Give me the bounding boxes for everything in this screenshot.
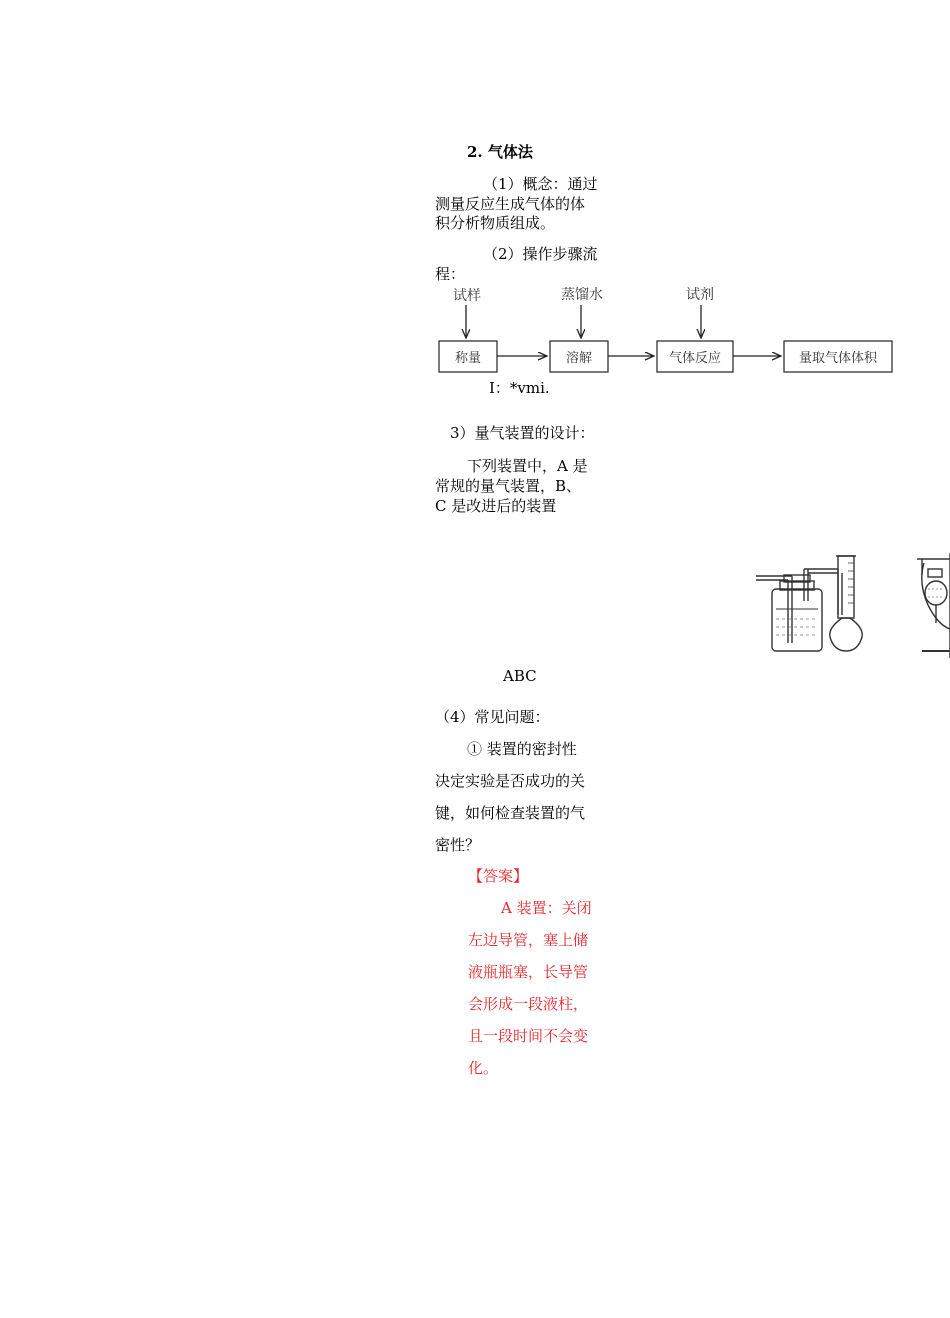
problems-heading: （4）常见问题： [435, 708, 550, 726]
apparatus-label: ABC [503, 667, 537, 685]
answer-line-6: 化。 [468, 1059, 499, 1077]
concept-line-1: （1）概念：通过 [483, 175, 598, 193]
flow-box-reaction-label: 气体反应 [668, 351, 722, 366]
concept-line-2: 测量反应生成气体的体 [435, 195, 586, 213]
section-number: 2. [467, 143, 483, 161]
answer-line-2: 左边导管，塞上储 [468, 931, 589, 949]
flow-box-dissolve-label: 溶解 [565, 351, 593, 366]
steps-line-2: 程： [435, 265, 466, 283]
answer-line-3: 液瓶瓶塞，长导管 [468, 963, 589, 981]
answer-line-5: 且一段时间不会变 [468, 1027, 589, 1045]
question-1-line-1: ① 装置的密封性 [467, 740, 577, 758]
flow-box-weigh-label: 称量 [454, 351, 482, 366]
design-line-3: C 是改进后的装置 [435, 497, 557, 515]
section-title: 气体法 [487, 143, 533, 161]
gas-measuring-apparatus-image [752, 553, 950, 658]
answer-label: 【答案】 [468, 867, 529, 885]
answer-line-1: A 装置：关闭 [501, 899, 592, 917]
section-heading [467, 142, 533, 162]
flow-input-sample: 试样 [453, 288, 481, 304]
question-1-line-3: 键，如何检查装置的气 [435, 804, 586, 822]
concept-line-3: 积分析物质组成。 [435, 214, 556, 232]
question-1-line-2: 决定实验是否成功的关 [435, 772, 586, 790]
design-line-1: 下列装置中，A 是 [467, 457, 588, 475]
flow-input-reagent: 试剂 [686, 287, 714, 303]
design-line-2: 常规的量气装置，B、 [435, 477, 582, 495]
design-heading: 3）量气装置的设计： [450, 424, 595, 442]
flow-input-water: 蒸馏水 [561, 287, 603, 303]
garbled-text-line: I：*vmi. [489, 379, 550, 397]
steps-line-1: （2）操作步骤流 [483, 245, 598, 263]
answer-line-4: 会形成一段液柱， [468, 995, 589, 1013]
process-flowchart [430, 280, 900, 380]
flow-box-measure-label: 量取气体体积 [798, 351, 878, 366]
question-1-line-4: 密性？ [435, 836, 481, 854]
